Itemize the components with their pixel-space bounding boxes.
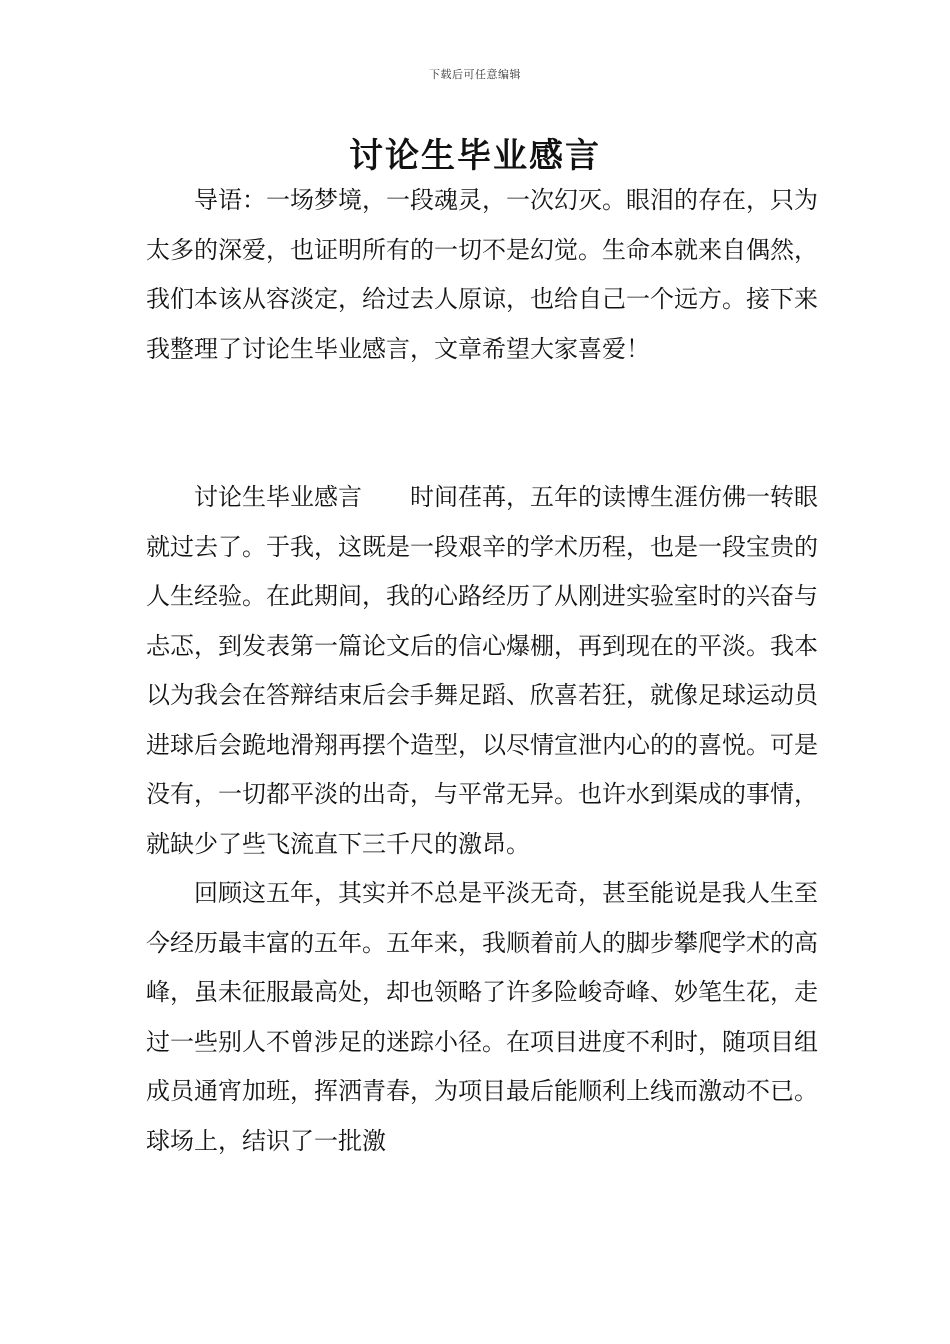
intro-paragraph: 导语：一场梦境，一段魂灵，一次幻灭。眼泪的存在，只为太多的深爱，也证明所有的一切不是幻觉。生命本就来自偶然，我们本该从容淡定，给过去人原谅，也给自己一个远方。接下来我整理了讨论生毕业感言，文章希望大家喜爱！ bbox=[146, 186, 818, 363]
paragraph-gap bbox=[146, 424, 818, 474]
header-note: 下载后可任意编辑 bbox=[429, 68, 521, 81]
document-title: 讨论生毕业感言 bbox=[349, 136, 601, 176]
paragraph-gap bbox=[146, 374, 818, 424]
document-body bbox=[146, 176, 818, 1166]
body-paragraph: 讨论生毕业感言 时间荏苒，五年的读博生涯仿佛一转眼就过去了。于我，这既是一段艰辛的学术历程，也是一段宝贵的人生经验。在此期间，我的心路经历了从刚进实验室时的兴奋与忐忑，到发表第一篇论文后的信心爆棚，再到现在的平淡。我本以为我会在答辩结束后会手舞足蹈、欣喜若狂，就像足球运动员进球后会跪地滑翔再摆个造型，以尽情宣泄内心的的喜悦。可是没有，一切都平淡的出奇，与平常无异。也许水到渠成的事情，就缺少了些飞流直下三千尺的激昂。 bbox=[146, 483, 818, 858]
body-paragraph: 回顾这五年，其实并不总是平淡无奇，甚至能说是我人生至今经历最丰富的五年。五年来，我顺着前人的脚步攀爬学术的高峰，虽未征服最高处，却也领略了许多险峻奇峰、妙笔生花，走过一些别人不曾涉足的迷踪小径。在项目进度不利时，随项目组成员通宵加班，挥洒青春，为项目最后能顺利上线而激动不已。球场上，结识了一批激 bbox=[146, 879, 818, 1155]
